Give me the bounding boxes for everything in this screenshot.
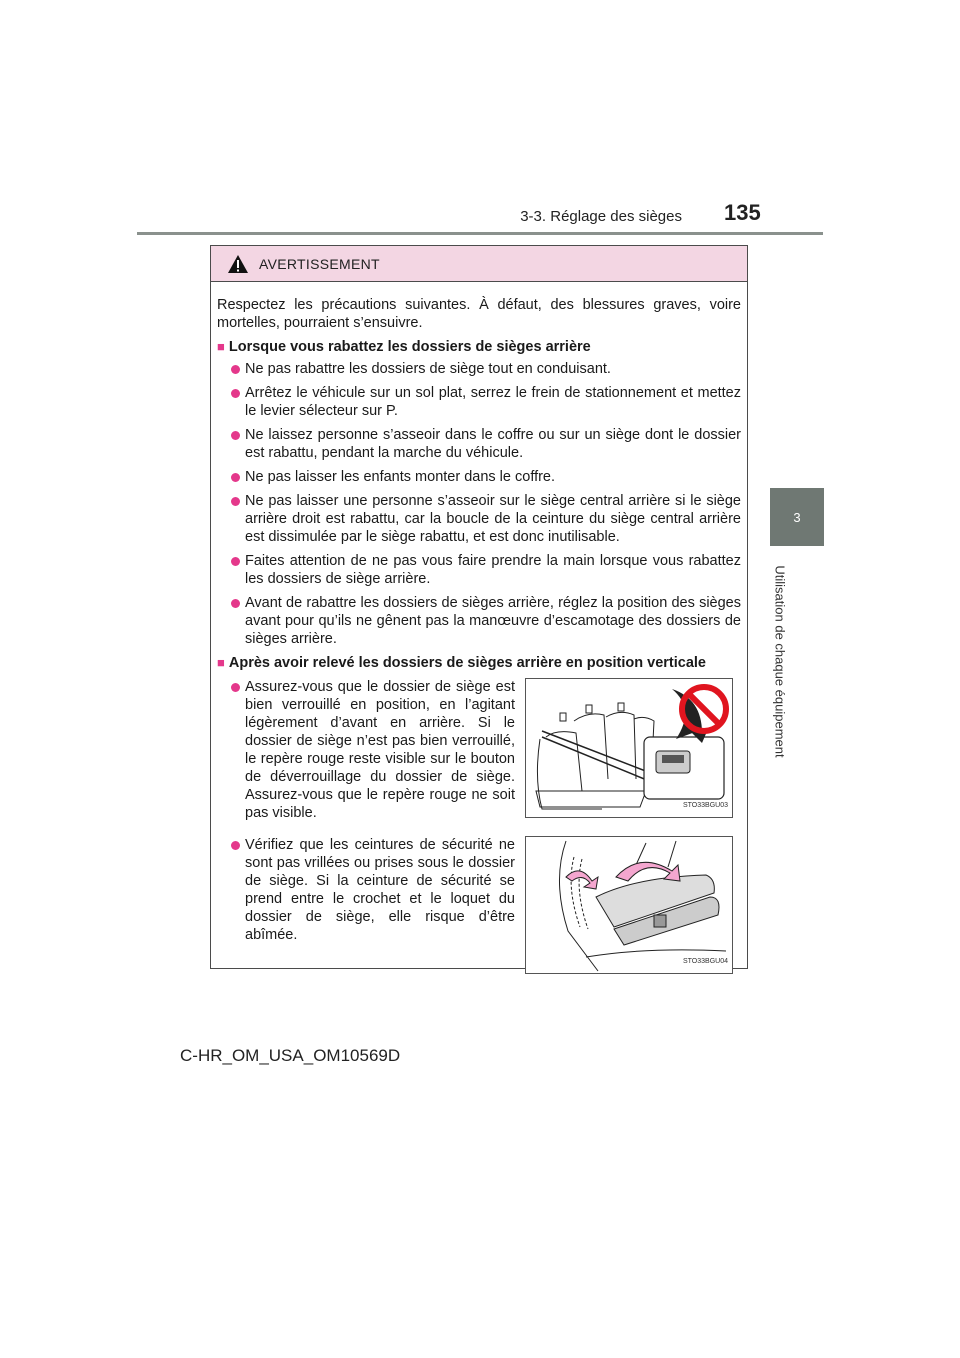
list-item	[217, 468, 741, 486]
list-item	[217, 360, 741, 378]
chapter-label	[760, 552, 800, 770]
page-number: 135	[724, 200, 761, 225]
list-item-text: Arrêtez le véhicule sur un sol plat, serrez le frein de stationnement et mettez le levier sélecteur sur P.	[245, 385, 741, 419]
section-heading-text: Après avoir relevé les dossiers de sièges arrière en position verticale	[228, 655, 706, 671]
bullet-dot-icon	[231, 473, 240, 482]
figure-row	[217, 836, 741, 974]
figure-row	[217, 678, 741, 828]
bullet-dot-icon	[231, 599, 240, 608]
list-item-text: Assurez-vous que le dossier de siège est bien verrouillé en position, en l’agitant légèrement d’avant en arrière. Si le dossier de siège n’est pas bien verrouillé, le repère rouge reste visible sur le bouton de déverrouillage du dossier de siège. Assurez-vous que le repère rouge ne soit pas visible.	[245, 679, 515, 821]
section-heading	[217, 338, 741, 356]
document-code: C-HR_OM_USA_OM10569D	[180, 1046, 401, 1065]
header-rule	[137, 232, 823, 235]
list-item	[217, 552, 741, 588]
square-bullet-icon: ■	[217, 655, 225, 670]
list-item-text: Ne pas laisser les enfants monter dans le coffre.	[245, 469, 556, 485]
bullet-dot-icon	[231, 841, 240, 850]
list-item	[217, 384, 741, 420]
warning-header	[211, 246, 747, 282]
chapter-tab: 3	[770, 488, 824, 546]
seatbelt-illustration	[525, 836, 733, 974]
seat-lock-illustration	[525, 678, 733, 818]
bullet-dot-icon	[231, 497, 240, 506]
list-item-text: Avant de rabattre les dossiers de sièges arrière, réglez la position des sièges avant pour qu’ils ne gênent pas la manœuvre d’escamotage des dossiers de sièges arrière.	[245, 595, 741, 647]
list-item-text: Ne laissez personne s’asseoir dans le coffre ou sur un siège dont le dossier est rabattu, pendant la marche du véhicule.	[245, 427, 741, 461]
square-bullet-icon: ■	[217, 339, 225, 354]
bullet-dot-icon	[231, 557, 240, 566]
figure-code: STO33BGU04	[682, 958, 728, 965]
section-title: 3-3. Réglage des sièges	[520, 208, 682, 225]
bullet-dot-icon	[231, 389, 240, 398]
chapter-label-text: Utilisation de chaque équipement	[772, 564, 788, 758]
list-item-text: Vérifiez que les ceintures de sécurité ne sont pas vrillées ou prises sous le dossier de siège. Si la ceinture de sécurité se prend entre le crochet et le loquet du dossier de siège, elle risque d’être abîmée.	[245, 837, 515, 943]
list-item	[217, 492, 741, 546]
warning-title: AVERTISSEMENT	[259, 255, 380, 272]
bullet-dot-icon	[231, 365, 240, 374]
section-heading-text: Lorsque vous rabattez les dossiers de sièges arrière	[228, 339, 591, 355]
list-item-text: Ne pas laisser une personne s’asseoir sur le siège central arrière si le siège arrière droit est rabattu, car la boucle de la ceinture du siège central arrière est dissimulée par le siège rabattu, et est donc inutilisable.	[245, 493, 741, 545]
bullet-dot-icon	[231, 683, 240, 692]
list-item	[217, 678, 515, 822]
list-item	[217, 594, 741, 648]
list-item	[217, 836, 515, 944]
bullet-dot-icon	[231, 431, 240, 440]
list-item	[217, 426, 741, 462]
list-item-text: Faites attention de ne pas vous faire prendre la main lorsque vous rabattez les dossiers de siège arrière.	[245, 553, 741, 587]
section-heading	[217, 654, 741, 672]
figure-code: STO33BGU03	[682, 802, 728, 809]
list-item-text: Ne pas rabattre les dossiers de siège tout en conduisant.	[245, 361, 611, 377]
warning-box	[210, 245, 748, 969]
warning-intro: Respectez les précautions suivantes. À défaut, des blessures graves, voire mortelles, pourraient s’ensuivre.	[217, 297, 741, 331]
warning-triangle-icon	[227, 254, 249, 274]
warning-content	[211, 282, 747, 974]
